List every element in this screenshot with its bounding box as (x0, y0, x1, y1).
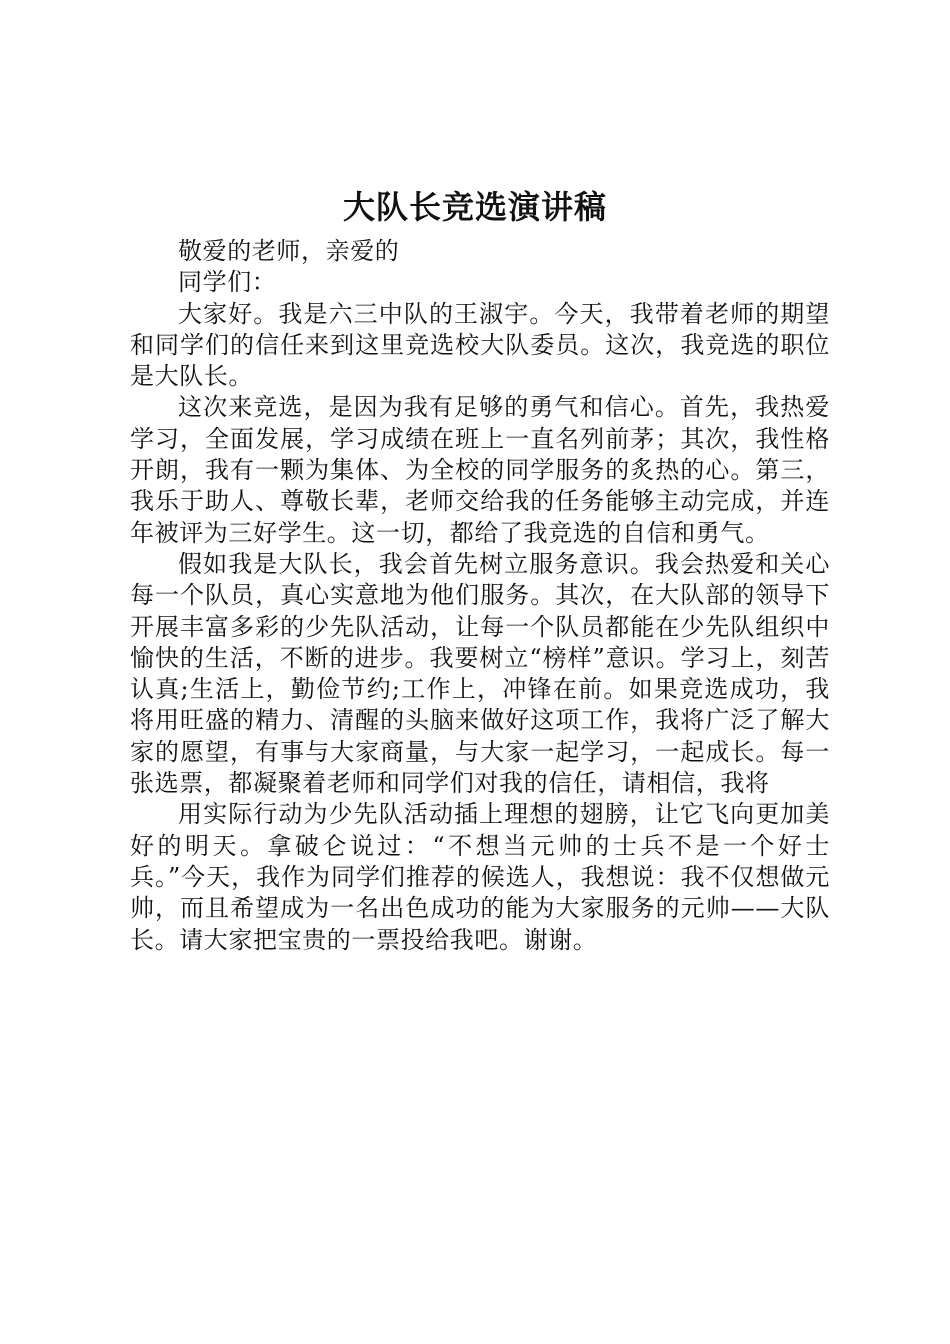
paragraph-salutation-2: 同学们： (178, 268, 277, 297)
paragraph-plans: 假如我是大队长，我会首先树立服务意识。我会热爱和关心每一个队员，真心实意地为他们服务。其次，在大队部的领导下开展丰富多彩的少先队活动，让每一个队员都能在少先队组织中愉快的生活，不断的进步。我要树立“榜样”意识。学习上，刻苦认真;生活上，勤俭节约;工作上，冲锋在前。如果竞选成功，我将用旺盛的精力、清醒的头脑来做好这项工作，我将广泛了解大家的愿望，有事与大家商量，与大家一起学习，一起成长。每一张选票，都凝聚着老师和同学们对我的信任，请相信，我将 (130, 549, 830, 798)
paragraph-reasons: 这次来竞选，是因为我有足够的勇气和信心。首先，我热爱学习，全面发展，学习成绩在班上一直名列前茅；其次，我性格开朗，我有一颗为集体、为全校的同学服务的炙热的心。第三，我乐于助人、尊敬长辈，老师交给我的任务能够主动完成，并连年被评为三好学生。这一切，都给了我竞选的自信和勇气。 (130, 393, 830, 547)
paragraph-salutation-1: 敬爱的老师，亲爱的 (178, 237, 400, 265)
paragraph-introduction: 大家好。我是六三中队的王淑宇。今天，我带着老师的期望和同学们的信任来到这里竞选校大队委员。这次，我竞选的职位是大队长。 (130, 299, 830, 391)
paragraph-closing: 用实际行动为少先队活动插上理想的翅膀，让它飞向更加美好的明天。拿破仑说过：“不想当元帅的士兵不是一个好士兵。”今天，我作为同学们推荐的候选人，我想说：我不仅想做元帅，而且希望成为一名出色成功的能为大家服务的元帅——大队长。请大家把宝贵的一票投给我吧。谢谢。 (130, 800, 830, 954)
document-title: 大队长竞选演讲稿 (342, 188, 607, 226)
document-body (130, 236, 830, 956)
